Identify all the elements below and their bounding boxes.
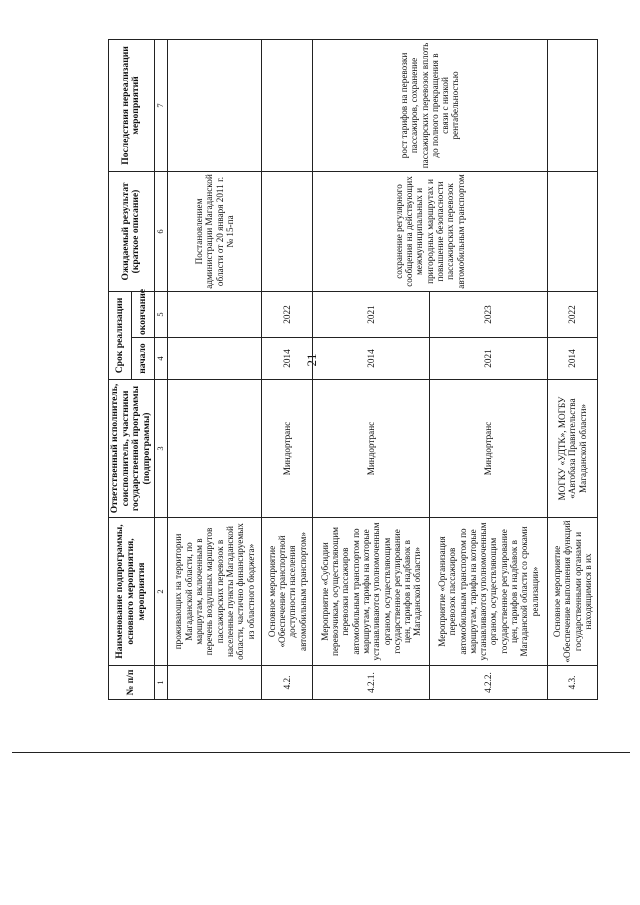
header-executor: Ответственный исполнитель, соисполнитель, участники государственной программы (подпрограммы): [109, 380, 155, 518]
row-end: [167, 291, 261, 337]
header-consequences: Последствия нереализации мероприятий: [109, 39, 155, 171]
row-result: [262, 171, 313, 291]
row-consequences: рост тарифов на перевозки пассажиров, сохранение пассажирских перевозок вплоть до полного прекращения в связи с низкой рентабельностью: [313, 39, 547, 171]
row-executor: [167, 380, 261, 518]
header-start: начало: [131, 338, 154, 380]
row-start: 2014: [262, 338, 313, 380]
row-end: 2023: [430, 291, 547, 337]
row-end: 2022: [262, 291, 313, 337]
header-num: № п/п: [109, 666, 155, 700]
row-end: 2022: [547, 291, 598, 337]
row-executor: Миндортранс: [262, 380, 313, 518]
row-num: 4.2.1.: [313, 666, 430, 700]
row-result: сохранение регулярного сообщения на действующих межмуниципальных и пригородных маршрутах и повышение безопасности пассажирских перевозок автомобильным транспортом: [313, 171, 547, 291]
horizontal-rule: [12, 752, 630, 753]
table-row-4-2-1: [313, 39, 430, 699]
row-start: [167, 338, 261, 380]
row-start: 2014: [313, 338, 430, 380]
row-result: Постановлением администрации Магаданской области от 20 января 2011 г. № 15-па: [167, 171, 261, 291]
row-num: [167, 666, 261, 700]
column-number: 7: [154, 39, 167, 171]
table-row-4-2: [262, 39, 313, 699]
measures-table: [108, 39, 598, 700]
page-number: 21: [304, 353, 319, 367]
row-executor: Миндортранс: [430, 380, 547, 518]
row-executor: Миндортранс: [313, 380, 430, 518]
header-row-1: [109, 39, 132, 699]
row-name: проживающих на территории Магаданской области, по маршрутам, включенным в перечень воздушных маршрутов пассажирских перевозок в населенные пункты Магаданской области, частично финансируемых из областного бюджета»: [167, 518, 261, 666]
column-number: 3: [154, 380, 167, 518]
header-name: Наименование подпрограммы, основного мероприятия, мероприятия: [109, 518, 155, 666]
row-name: Основное мероприятие «Обеспечение выполнения функций государственными органами и находящимися в их: [547, 518, 598, 666]
column-number: 6: [154, 171, 167, 291]
row-name: Мероприятие «Организация перевозок пассажиров автомобильным транспортом по маршрутам, тарифы на которые устанавливаются уполномоченным органом, осуществляющим государственное регулирование цен, тарифов и надбавок в Магаданской области со сроками реализации»: [430, 518, 547, 666]
row-start: 2014: [547, 338, 598, 380]
row-name: Мероприятие «Субсидии перевозчикам, осуществляющим перевозки пассажиров автомобильным транспортом по маршрутам, тарифы на которые устанавливаются уполномоченным органом, осуществляющим государственное регулирование цен, тарифов и надбавок в Магаданской области»: [313, 518, 430, 666]
rotated-table-block: [108, 40, 593, 700]
column-number-row: [154, 39, 167, 699]
header-end: окончание: [131, 291, 154, 337]
row-num: 4.2.2.: [430, 666, 547, 700]
row-consequences: [262, 39, 313, 171]
row-executor: МОГКУ «УДТК», МОГБУ «Автобаза Правительства Магаданской области»: [547, 380, 598, 518]
header-result: Ожидаемый результат (краткое описание): [109, 171, 155, 291]
row-consequences: [167, 39, 261, 171]
row-end: 2021: [313, 291, 430, 337]
column-number: 1: [154, 666, 167, 700]
row-name: Основное мероприятие «Обеспечение транспортной доступности населения автомобильным транспортом»: [262, 518, 313, 666]
table-row-continued: [167, 39, 261, 699]
column-number: 5: [154, 291, 167, 337]
row-consequences: [547, 39, 598, 171]
column-number: 4: [154, 338, 167, 380]
column-number: 2: [154, 518, 167, 666]
table-row-4-3: [547, 39, 598, 699]
row-num: 4.2.: [262, 666, 313, 700]
row-result: [547, 171, 598, 291]
row-start: 2021: [430, 338, 547, 380]
header-term: Срок реализации: [109, 291, 132, 379]
row-num: 4.3.: [547, 666, 598, 700]
